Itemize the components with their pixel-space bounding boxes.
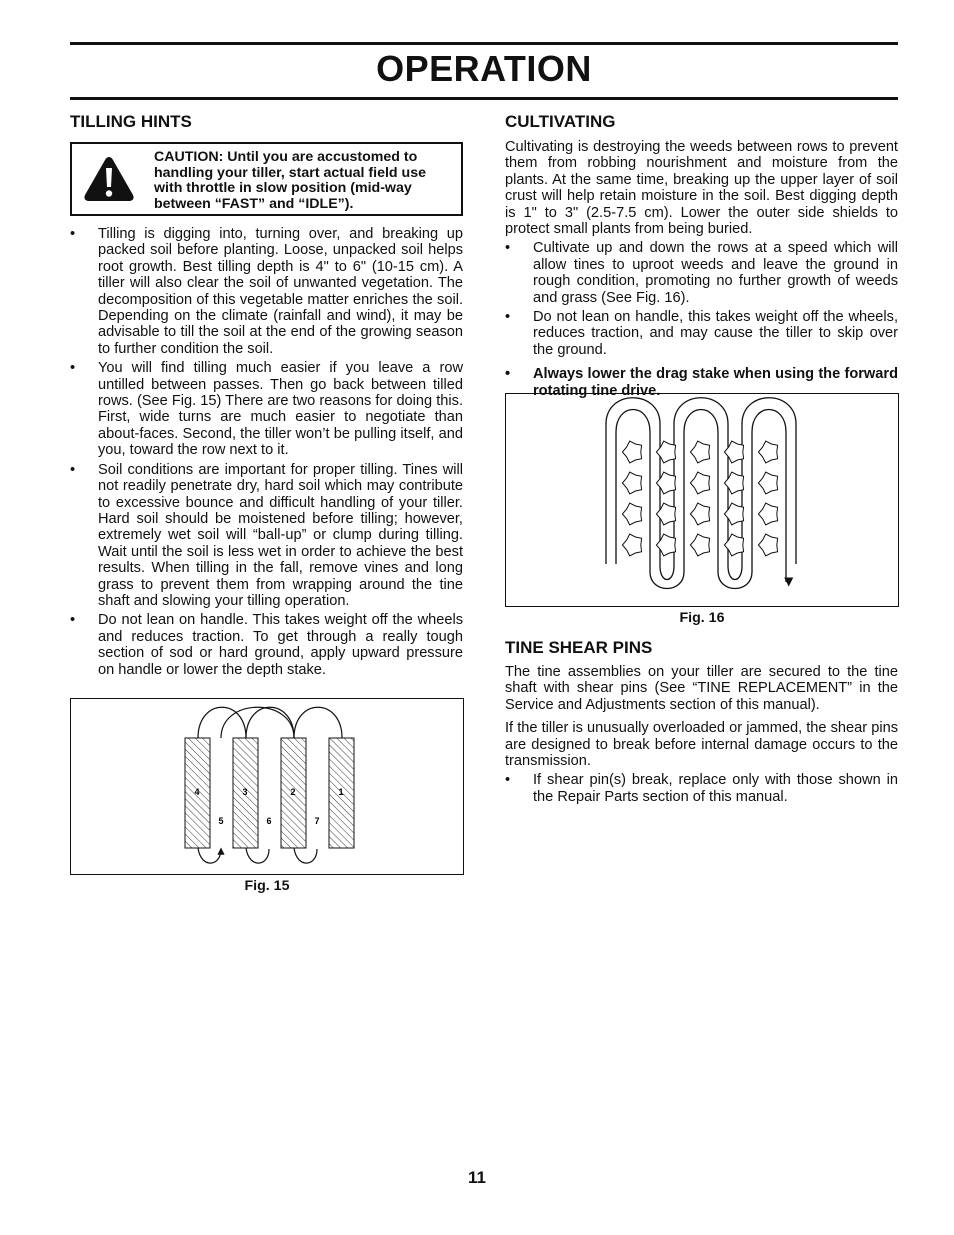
page-title: OPERATION [376, 48, 592, 89]
row-label: 2 [290, 787, 296, 797]
pass-label: 5 [218, 816, 224, 826]
plant-clump [690, 534, 709, 556]
pass-label: 6 [266, 816, 272, 826]
plant-clump [758, 503, 777, 525]
list-item: • Tilling is digging into, turning over, and breaking up packed soil before planting. Loose, unpacked soil helps root growth. Best tilling depth is 4" to 6" (10-15 cm). A tiller will also clear the soil of unwanted vegetation. The decomposition of this vegetable matter enriches the soil. Depending on the climate (rainfall and wind), it may be advisable to till the soil at the end of the growing season to further condition the soil. [70, 226, 463, 357]
figure-15 [70, 698, 464, 875]
plant-clump [622, 472, 641, 494]
plant-rows [622, 441, 777, 556]
plant-clump [622, 441, 641, 463]
title-underline [70, 97, 898, 100]
list-item: • Do not lean on handle. This takes weight off the wheels and reduces traction. To get through a really tough section of sod or hard ground, apply upward pressure on handle or lower the depth stake. [70, 612, 463, 678]
plant-clump [758, 441, 777, 463]
plant-clump [656, 534, 675, 556]
list-item: • Soil conditions are important for proper tilling. Tines will not readily penetrate dry, hard soil which may contribute to excessive bounce and difficult handling of your tiller. Hard soil should be moistened before tilling; however, extremely wet soil will “ball-up” or clump during tilling. Wait until the soil is less wet in order to achieve the best results. When tilling in the fall, remove vines and long grass to prevent them from wrapping around the tine shaft and slowing your tilling operation. [70, 461, 463, 609]
top-rule [70, 42, 898, 45]
figure-16 [505, 393, 899, 607]
page-number: 11 [468, 1168, 486, 1187]
plant-clump [656, 472, 675, 494]
right-column [505, 112, 898, 402]
warning-triangle-icon [82, 154, 136, 204]
plant-clump [724, 441, 743, 463]
row-label: 3 [242, 787, 248, 797]
plant-clump [724, 534, 743, 556]
plant-clump [690, 441, 709, 463]
list-item: • You will find tilling much easier if you leave a row untilled between passes. Then go back between tilled rows. (See Fig. 15) There are two reasons for doing this. First, wide turns are much easier to negotiate than about-faces. Second, the tiller won’t be pulling itself, and you, toward the row next to it. [70, 360, 463, 459]
plant-clump [758, 534, 777, 556]
cultivating-pattern-diagram [506, 394, 898, 606]
tilling-bullets [70, 226, 463, 678]
list-item: • If shear pin(s) break, replace only with those shown in the Repair Parts section of this manual. [505, 772, 898, 805]
left-column [70, 112, 463, 681]
shear-paragraph-1: The tine assemblies on your tiller are secured to the tine shaft with shear pins (See “TINE REPLACEMENT” in the Service and Adjustments section of this manual). [505, 664, 898, 713]
tine-shear-pins-heading: TINE SHEAR PINS [505, 638, 653, 657]
plant-clump [622, 503, 641, 525]
row-label: 1 [338, 787, 344, 797]
plant-clump [724, 503, 743, 525]
tilling-pattern-diagram [71, 699, 463, 874]
pass-label: 7 [314, 816, 320, 826]
shear-pins-section [505, 638, 898, 808]
shear-bullets [505, 772, 898, 805]
plant-clump [758, 472, 777, 494]
cultivating-bullets [505, 240, 898, 399]
caution-box [70, 142, 463, 216]
plant-clump [622, 534, 641, 556]
row-label: 4 [194, 787, 200, 797]
plant-clump [690, 503, 709, 525]
figure-15-caption: Fig. 15 [244, 878, 290, 894]
list-item: • Do not lean on handle, this takes weight off the wheels, reduces traction, and may cause the tiller to skip over the ground. [505, 309, 898, 358]
tilling-hints-heading: TILLING HINTS [70, 112, 192, 131]
list-item: • Cultivate up and down the rows at a speed which will allow tines to uproot weeds and leave the ground in rough condition, promoting no further growth of weeds and grass (See Fig. 16). [505, 240, 898, 306]
cultivating-intro: Cultivating is destroying the weeds between rows to prevent them from robbing nourishment and moisture from the plants. At the same time, breaking up the upper layer of soil crust will help retain moisture in the soil. Best digging depth is 1" to 3" (2.5-7.5 cm). Lower the outer side shields to protect small plants from being buried. [505, 139, 898, 238]
plant-clump [690, 472, 709, 494]
list-item: • Always lower the drag stake when using the forward rotating tine drive. [505, 366, 898, 399]
shear-paragraph-2: If the tiller is unusually overloaded or jammed, the shear pins are designed to break before internal damage occurs to the transmission. [505, 720, 898, 770]
cultivating-heading: CULTIVATING [505, 112, 616, 131]
plant-clump [724, 472, 743, 494]
figure-16-caption: Fig. 16 [679, 610, 725, 626]
plant-clump [656, 503, 675, 525]
plant-clump [656, 441, 675, 463]
caution-text: CAUTION: Until you are accustomed to handling your tiller, start actual field use with throttle in slow position (mid-way between “FAST” and “IDLE”). [154, 149, 426, 212]
